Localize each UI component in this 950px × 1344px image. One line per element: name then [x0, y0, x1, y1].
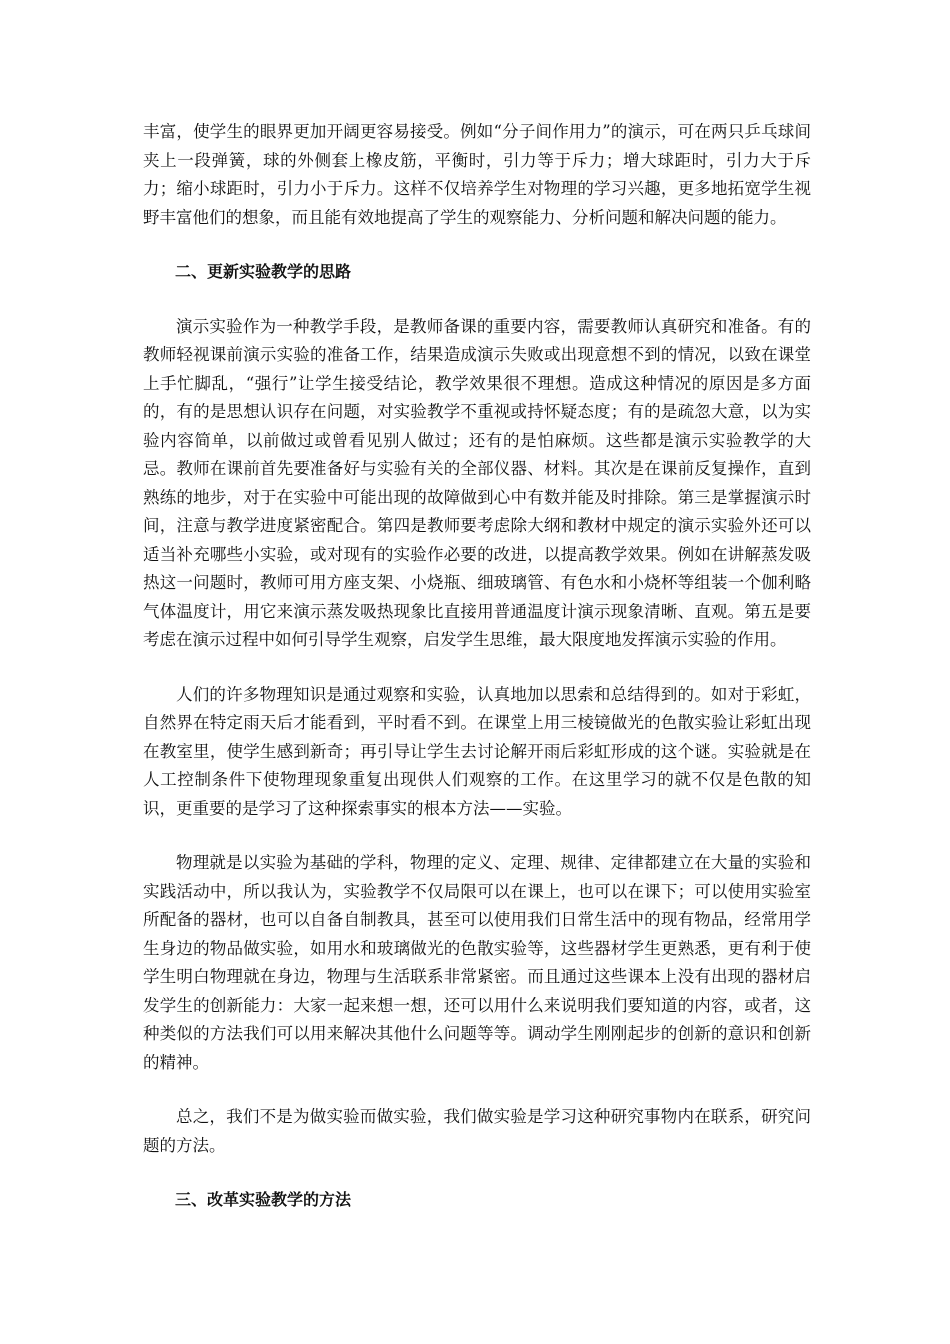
paragraph: 人们的许多物理知识是通过观察和实验，认真地加以思索和总结得到的。如对于彩虹，自然界在特定雨天后才能看到，平时看不到。在课堂上用三棱镜做光的色散实验让彩虹出现在教室里，使学生感到新奇；再引导让学生去讨论解开雨后彩虹形成的这个谜。实验就是在人工控制条件下使物理现象重复出现供人们观察的工作。在这里学习的就不仅是色散的知识，更重要的是学习了这种探索事实的根本方法——实验。	[143, 684, 811, 818]
paragraph: 演示实验作为一种教学手段，是教师备课的重要内容，需要教师认真研究和准备。有的教师轻视课前演示实验的准备工作，结果造成演示失败或出现意想不到的情况，以致在课堂上手忙脚乱，“强行”让学生接受结论，教学效果很不理想。造成这种情况的原因是多方面的，有的是思想认识存在问题，对实验教学不重视或持怀疑态度；有的是疏忽大意，以为实验内容简单，以前做过或曾看见别人做过；还有的是怕麻烦。这些都是演示实验教学的大忌。教师在课前首先要准备好与实验有关的全部仪器、材料。其次是在课前反复操作，直到熟练的地步，对于在实验中可能出现的故障做到心中有数并能及时排除。第三是掌握演示时间，注意与教学进度紧密配合。第四是教师要考虑除大纲和教材中规定的演示实验外还可以适当补充哪些小实验，或对现有的实验作必要的改进，以提高教学效果。例如在讲解蒸发吸热这一问题时，教师可用方座支架、小烧瓶、细玻璃管、有色水和小烧杯等组装一个伽利略气体温度计，用它来演示蒸发吸热现象比直接用普通温度计演示现象清晰、直观。第五是要考虑在演示过程中如何引导学生观察，启发学生思维，最大限度地发挥演示实验的作用。	[143, 316, 811, 649]
section-heading-3: 三、改革实验教学的方法	[175, 1190, 352, 1209]
document-body	[143, 118, 811, 1241]
section-heading-2: 二、更新实验教学的思路	[175, 262, 352, 281]
paragraph: 总之，我们不是为做实验而做实验，我们做实验是学习这种研究事物内在联系，研究问题的方法。	[143, 1107, 811, 1155]
paragraph-continued: 丰富，使学生的眼界更加开阔更容易接受。例如“分子间作用力”的演示，可在两只乒乓球间夹上一段弹簧，球的外侧套上橡皮筋，平衡时，引力等于斥力；增大球距时，引力大于斥力；缩小球距时，引力小于斥力。这样不仅培养学生对物理的学习兴趣，更多地拓宽学生视野丰富他们的想象，而且能有效地提高了学生的观察能力、分析问题和解决问题的能力。	[143, 122, 811, 227]
paragraph: 物理就是以实验为基础的学科，物理的定义、定理、规律、定律都建立在大量的实验和实践活动中，所以我认为，实验教学不仅局限可以在课上，也可以在课下；可以使用实验室所配备的器材，也可以自备自制教具，甚至可以使用我们日常生活中的现有物品，经常用学生身边的物品做实验，如用水和玻璃做光的色散实验等，这些器材学生更熟悉，更有利于使学生明白物理就在身边，物理与生活联系非常紧密。而且通过这些课本上没有出现的器材启发学生的创新能力：大家一起来想一想，还可以用什么来说明我们要知道的内容，或者，这种类似的方法我们可以用来解决其他什么问题等等。调动学生刚刚起步的创新的意识和创新的精神。	[143, 853, 811, 1072]
